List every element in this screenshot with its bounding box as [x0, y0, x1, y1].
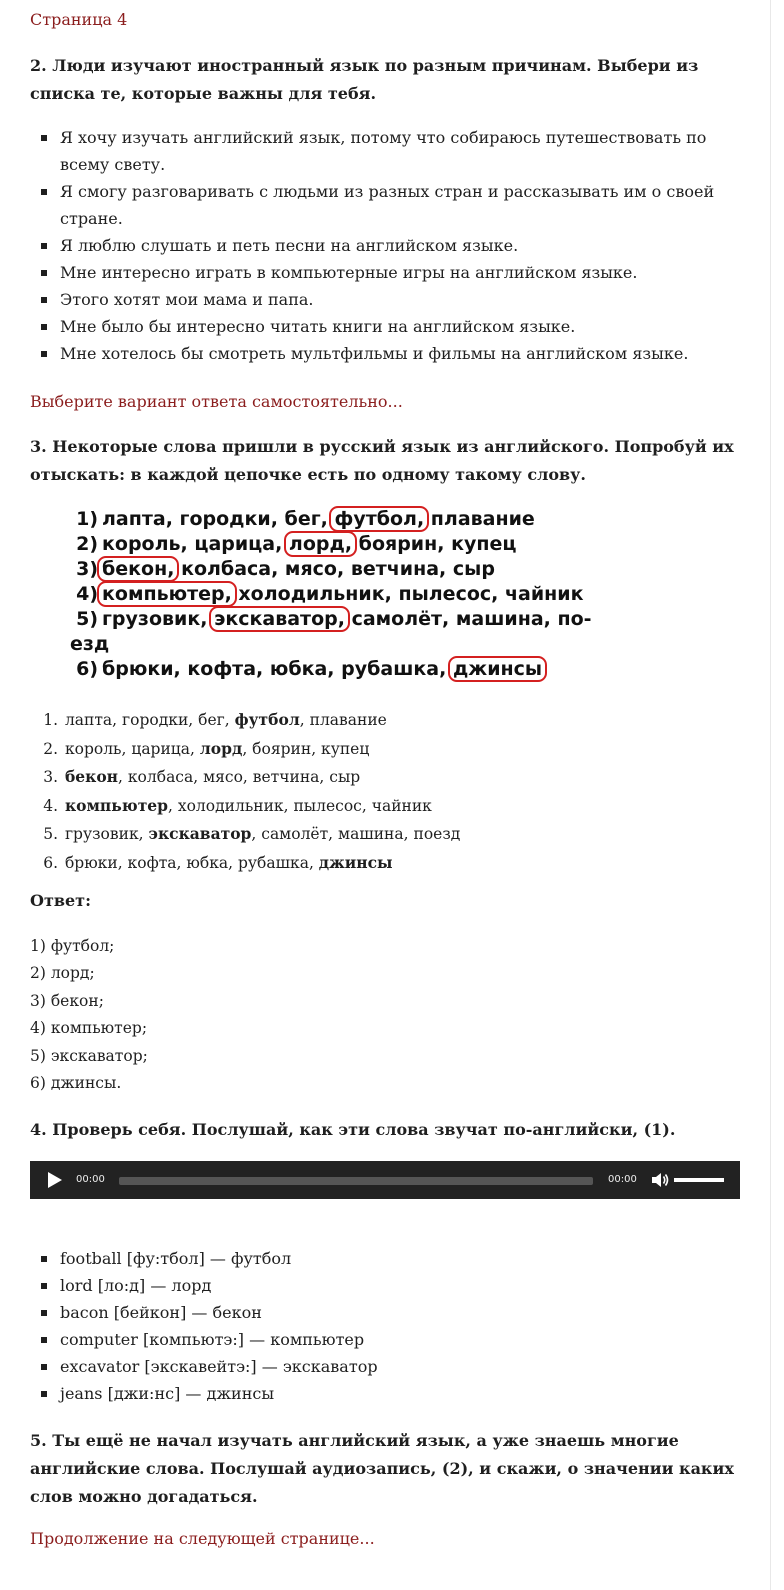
row-text: боярин, купец [352, 533, 517, 555]
audio-player [30, 1161, 740, 1199]
textbook-row [70, 582, 670, 607]
item-text: , плавание [299, 711, 387, 729]
row-number: 6) [76, 658, 98, 680]
circled-word: джинсы [448, 656, 547, 682]
q5-heading: 5. Ты ещё не начал изучать английский язык, а уже знаешь многие английские слова. Послушай аудиозапись, (2), и скажи, о значении каких слов можно догадаться. [30, 1431, 734, 1506]
row-text: король, царица, [102, 533, 289, 555]
list-item: Я смогу разговаривать с людьми из разных стран и рассказывать им о своей стране. [30, 178, 742, 232]
q4-heading: 4. Проверь себя. Послушай, как эти слова звучат по-английски, (1). [30, 1120, 676, 1139]
textbook-row [70, 632, 670, 657]
content-right-border [770, 0, 771, 1590]
list-item: jeans [джи:нс] — джинсы [30, 1380, 742, 1407]
row-text: плавание [424, 508, 535, 530]
q3-heading: 3. Некоторые слова пришли в русский язык из английского. Попробуй их отыскать: в каждой цепочке есть по одному такому слову. [30, 437, 734, 484]
item-text: лапта, городки, бег, [64, 711, 235, 729]
list-item: Этого хотят мои мама и папа. [30, 286, 742, 313]
list-item: Мне было бы интересно читать книги на английском языке. [30, 313, 742, 340]
textbook-row [70, 657, 670, 682]
answer-line: 5) экскаватор; [30, 1046, 148, 1065]
item-bold-word: бекон [64, 767, 119, 787]
item-number: 1. [43, 711, 58, 729]
list-item [30, 849, 730, 878]
answer-line: 2) лорд; [30, 964, 95, 983]
item-text: , холодильник, пылесос, чайник [168, 796, 432, 815]
progress-rail[interactable] [119, 1177, 593, 1185]
answer-list [30, 933, 148, 1097]
row-number: 4) [76, 583, 98, 605]
q3-word-list [30, 706, 730, 878]
row-number: 5) [76, 608, 98, 630]
item-bold-word: компьютер [64, 795, 168, 815]
answer-label: Ответ: [30, 891, 91, 910]
row-number: 3) [76, 558, 98, 580]
list-item: excavator [экскавейтэ:] — экскаватор [30, 1353, 742, 1380]
item-text: , боярин, купец [242, 739, 370, 758]
current-time: 00:00 [76, 1174, 105, 1185]
list-item [30, 820, 730, 849]
row-number: 2) [76, 533, 98, 555]
circled-word: компьютер, [97, 581, 237, 607]
circled-word: экскаватор, [209, 606, 350, 632]
list-item: bacon [бейкон] — бекон [30, 1299, 742, 1326]
list-item: Я хочу изучать английский язык, потому что собираюсь путешествовать по всему свету. [30, 124, 742, 178]
list-item [30, 706, 730, 735]
row-text: самолёт, машина, по- [344, 608, 592, 630]
item-number: 2. [43, 739, 58, 758]
row-text: лапта, городки, бег, [102, 508, 335, 530]
item-bold-word: футбол [234, 710, 300, 729]
row-text: колбаса, мясо, ветчина, сыр [174, 558, 495, 580]
q2-note: Выберите вариант ответа самостоятельно... [30, 392, 403, 411]
textbook-row [70, 532, 670, 557]
list-item [30, 763, 730, 792]
answer-line: 4) компьютер; [30, 1019, 148, 1038]
item-number: 6. [43, 853, 58, 872]
row-text: холодильник, пылесос, чайник [231, 583, 584, 605]
list-item: Мне хотелось бы смотреть мультфильмы и фильмы на английском языке. [30, 340, 742, 367]
row-text: езд [70, 633, 110, 655]
q2-heading: 2. Люди изучают иностранный язык по разным причинам. Выбери из списка те, которые важны для тебя. [30, 56, 699, 103]
list-item: lord [ло:д] — лорд [30, 1272, 742, 1299]
volume-icon[interactable] [650, 1170, 670, 1190]
row-text: грузовик, [102, 608, 215, 630]
item-bold-word: лорд [199, 738, 243, 758]
textbook-row [70, 507, 670, 532]
list-item: Я люблю слушать и петь песни на английском языке. [30, 232, 742, 259]
item-text: , колбаса, мясо, ветчина, сыр [118, 768, 361, 787]
q2-reasons-list [30, 124, 742, 367]
page-link-top[interactable]: Страница 4 [30, 10, 128, 29]
textbook-row [70, 607, 670, 632]
list-item [30, 735, 730, 764]
list-item: Мне интересно играть в компьютерные игры на английском языке. [30, 259, 742, 286]
circled-word: лорд, [284, 531, 357, 557]
textbook-row [70, 557, 670, 582]
item-number: 5. [43, 825, 58, 844]
item-bold-word: джинсы [318, 852, 393, 872]
item-number: 4. [43, 796, 58, 815]
page-link-bottom[interactable]: Продолжение на следующей странице... [30, 1529, 375, 1548]
item-bold-word: экскаватор [148, 824, 252, 844]
list-item: football [фу:тбол] — футбол [30, 1245, 742, 1272]
row-number: 1) [76, 508, 98, 530]
row-text: брюки, кофта, юбка, рубашка, [102, 658, 453, 680]
item-text: , самолёт, машина, поезд [251, 825, 461, 844]
circled-word: бекон, [97, 556, 179, 582]
textbook-image [70, 507, 670, 682]
q4-words-list [30, 1245, 742, 1407]
list-item [30, 792, 730, 821]
item-number: 3. [43, 768, 58, 787]
answer-line: 3) бекон; [30, 991, 104, 1010]
answer-line: 6) джинсы. [30, 1074, 122, 1093]
duration-time: 00:00 [608, 1174, 637, 1185]
item-text: король, царица, [64, 739, 200, 758]
item-text: грузовик, [64, 825, 149, 844]
list-item: computer [компьютэ:] — компьютер [30, 1326, 742, 1353]
answer-line: 1) футбол; [30, 937, 115, 955]
item-text: брюки, кофта, юбка, рубашка, [64, 853, 319, 872]
play-icon[interactable] [48, 1172, 62, 1188]
volume-slider[interactable] [674, 1178, 724, 1182]
circled-word: футбол, [329, 506, 429, 532]
